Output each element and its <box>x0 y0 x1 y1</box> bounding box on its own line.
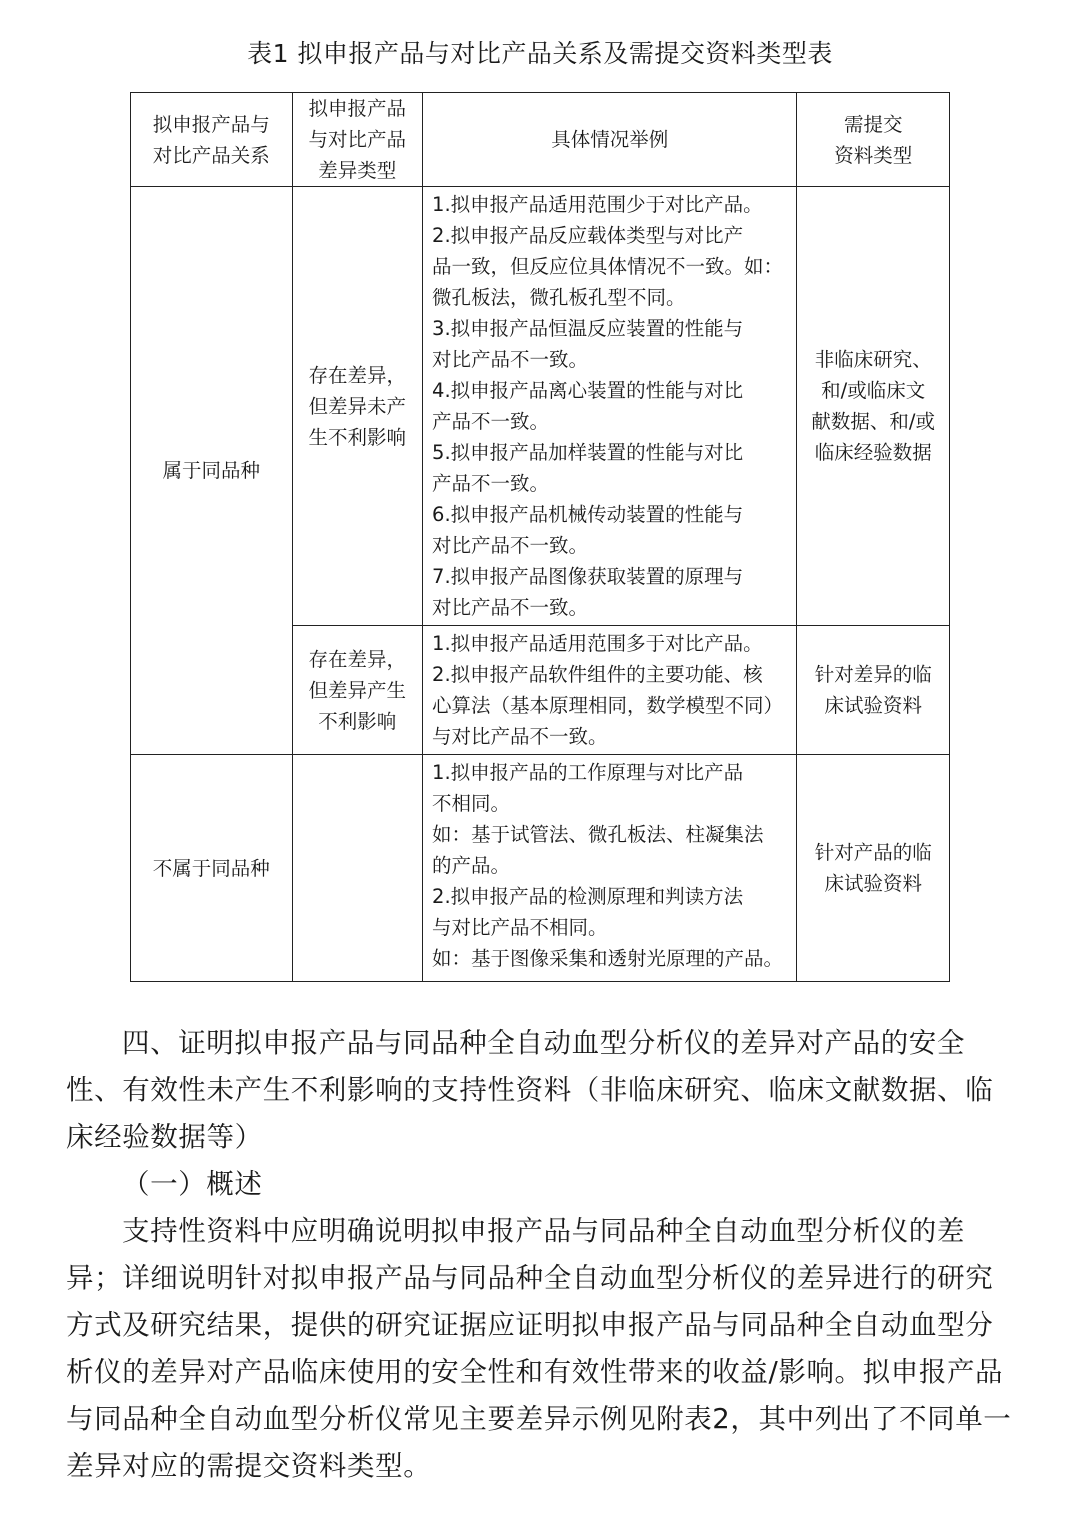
examples-cell <box>423 187 797 626</box>
example-line: 不相同。 <box>432 792 511 815</box>
comparison-table <box>130 92 950 982</box>
diff-type-cell-empty <box>292 755 422 982</box>
diff-type-cell: 存在差异， 但差异产生 不利影响 <box>292 626 422 755</box>
example-line: 2.拟申报产品软件组件的主要功能、核 <box>432 663 763 686</box>
example-line: 微孔板法，微孔板孔型不同。 <box>432 286 686 309</box>
materials-cell: 针对差异的临 床试验资料 <box>797 626 950 755</box>
example-line: 1.拟申报产品适用范围多于对比产品。 <box>432 632 763 655</box>
table-title: 表1 拟申报产品与对比产品关系及需提交资料类型表 <box>247 39 833 68</box>
example-line: 心算法（基本原理相同，数学模型不同） <box>432 694 784 717</box>
example-line: 7.拟申报产品图像获取装置的原理与 <box>432 565 744 588</box>
example-line: 对比产品不一致。 <box>432 596 589 619</box>
example-line: 与对比产品不一致。 <box>432 725 608 748</box>
example-line: 如：基于图像采集和透射光原理的产品。 <box>432 947 784 970</box>
diff-type-cell: 存在差异， 但差异未产 生不利影响 <box>292 187 422 626</box>
examples-cell <box>423 755 797 982</box>
header-materials: 需提交 资料类型 <box>797 93 950 187</box>
section-heading: 四、证明拟申报产品与同品种全自动血型分析仪的差异对产品的安全性、有效性未产生不利影响的支持性资料（非临床研究、临床文献数据、临床经验数据等） <box>66 1027 994 1153</box>
example-line: 1.拟申报产品的工作原理与对比产品 <box>432 761 744 784</box>
example-line: 5.拟申报产品加样装置的性能与对比 <box>432 441 744 464</box>
header-diff-type: 拟申报产品 与对比产品 差异类型 <box>292 93 422 187</box>
materials-cell: 针对产品的临 床试验资料 <box>797 755 950 982</box>
example-line: 对比产品不一致。 <box>432 348 589 371</box>
relation-cell: 不属于同品种 <box>131 755 293 982</box>
relation-cell: 属于同品种 <box>131 187 293 755</box>
table-row <box>131 187 950 626</box>
example-line: 3.拟申报产品恒温反应装置的性能与 <box>432 317 744 340</box>
section-subheading: （一）概述 <box>122 1168 263 1200</box>
table-header-row <box>131 93 950 187</box>
example-line: 产品不一致。 <box>432 410 550 433</box>
example-line: 如：基于试管法、微孔板法、柱凝集法 <box>432 823 764 846</box>
example-line: 1.拟申报产品适用范围少于对比产品。 <box>432 193 763 216</box>
example-line: 对比产品不一致。 <box>432 534 589 557</box>
table-row <box>131 755 950 982</box>
example-line: 产品不一致。 <box>432 472 550 495</box>
section-paragraph: 支持性资料中应明确说明拟申报产品与同品种全自动血型分析仪的差异；详细说明针对拟申报产品与同品种全自动血型分析仪的差异进行的研究方式及研究结果，提供的研究证据应证明拟申报产品与同品种全自动血型分析仪的差异对产品临床使用的安全性和有效性带来的收益/影响。拟申报产品与同品种全自动血型分析仪常见主要差异示例见附表2，其中列出了不同单一差异对应的需提交资料类型。 <box>66 1215 1012 1482</box>
header-relation: 拟申报产品与 对比产品关系 <box>131 93 293 187</box>
example-line: 与对比产品不相同。 <box>432 916 608 939</box>
materials-cell: 非临床研究、 和/或临床文 献数据、和/或 临床经验数据 <box>797 187 950 626</box>
example-line: 2.拟申报产品反应载体类型与对比产 <box>432 224 744 247</box>
example-line: 2.拟申报产品的检测原理和判读方法 <box>432 885 744 908</box>
example-line: 6.拟申报产品机械传动装置的性能与 <box>432 503 744 526</box>
section-body <box>66 1020 1016 1490</box>
example-line: 品一致，但反应位具体情况不一致。如： <box>432 255 784 278</box>
header-examples: 具体情况举例 <box>423 93 797 187</box>
example-line: 4.拟申报产品离心装置的性能与对比 <box>432 379 744 402</box>
example-line: 的产品。 <box>432 854 511 877</box>
examples-cell <box>423 626 797 755</box>
